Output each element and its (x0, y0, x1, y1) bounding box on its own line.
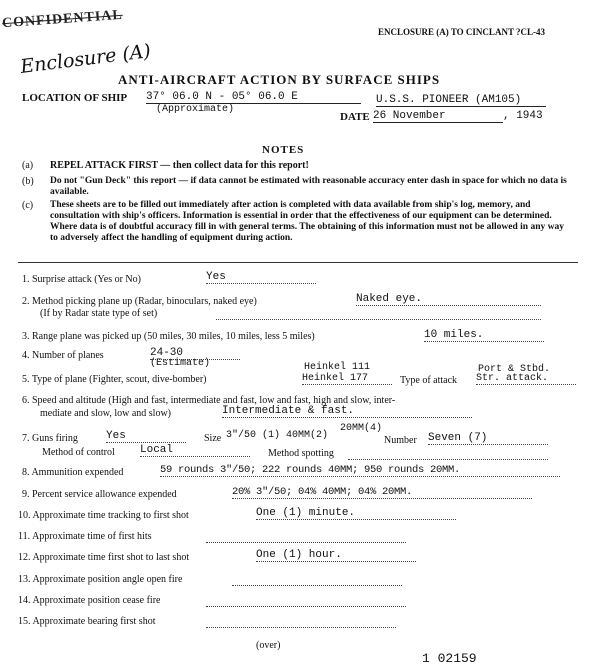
item-10-label: 10. Approximate time tracking to first shot (18, 510, 189, 521)
location-label: LOCATION OF SHIP (22, 92, 128, 104)
item-7-control-value: Local (140, 444, 250, 457)
item-7-spotting-label: Method spotting (268, 448, 334, 459)
item-15-line (206, 626, 396, 628)
item-3-value: 10 miles. (424, 329, 544, 342)
note-c: These sheets are to be filled out immediately after action is completed with data available from ship's log, memory, and consultation with ship's officers. Information is essential in order that the effectiveness of our equipment can be determined. Where data is of doubtful accuracy fill in with general terms. The obtaining of this information must not be allowed in any way to adversely affect the handling of equipment during action. (50, 200, 564, 243)
item-5-attack-1: Port & Stbd. (478, 364, 551, 375)
item-7-spotting-line (348, 458, 548, 460)
item-1-label: 1. Surprise attack (Yes or No) (22, 274, 141, 285)
item-9-value: 20% 3"/50; 04% 40MM; 04% 20MM. (232, 486, 532, 499)
date-year: , 1943 (503, 110, 543, 122)
location-value: 37° 06.0 N - 05° 06.0 E (146, 91, 361, 104)
note-a: REPEL ATTACK FIRST — then collect data for this report! (50, 160, 309, 171)
divider (18, 262, 578, 263)
note-a-num: (a) (22, 160, 34, 171)
ship-name: U.S.S. PIONEER (AM105) (376, 94, 546, 107)
item-7-number-label: Number (384, 435, 417, 446)
item-14-line (206, 605, 406, 607)
item-10-value: One (1) minute. (256, 507, 456, 520)
item-7-control-label: Method of control (42, 447, 115, 458)
item-5-plane-2: Heinkel 177 (302, 373, 392, 385)
item-13-line (232, 584, 402, 586)
item-4-estimate: (Estimate) (150, 358, 211, 369)
item-12-label: 12. Approximate time first shot to last shot (18, 552, 190, 563)
item-2-label: 2. Method picking plane up (Radar, binoculars, naked eye) (22, 296, 257, 307)
item-7-number-value: Seven (7) (428, 432, 548, 445)
item-11-label: 11. Approximate time of first hits (18, 531, 152, 542)
item-5-attack-2: Str. attack. (476, 373, 576, 385)
item-9-label: 9. Percent service allowance expended (22, 489, 177, 500)
item-6-value: Intermediate & fast. (222, 405, 472, 418)
notes-title: NOTES (262, 144, 305, 156)
item-5-plane-1: Heinkel 111 (304, 362, 371, 373)
over-label: (over) (256, 640, 281, 651)
item-15-label: 15. Approximate bearing first shot (18, 616, 156, 627)
location-approx: (Approximate) (156, 104, 235, 115)
item-7-size-extra: 20MM(4) (340, 423, 383, 434)
item-11-line (206, 541, 406, 543)
item-1-value: Yes (206, 271, 316, 284)
item-7-size-label: Size (204, 433, 222, 444)
item-5-attack-label: Type of attack (400, 375, 458, 386)
item-8-label: 8. Ammunition expended (22, 467, 124, 478)
date-label: DATE (340, 111, 370, 123)
item-7-label: 7. Guns firing (22, 433, 78, 444)
confidential-stamp: CONFIDENTIAL (1, 7, 124, 32)
item-2-value: Naked eye. (356, 293, 541, 306)
item-13-label: 13. Approximate position angle open fire (18, 574, 183, 585)
item-6-label-2: mediate and slow, low and slow) (40, 408, 171, 419)
item-3-label: 3. Range plane was picked up (50 miles, 30 miles, 10 miles, less 5 miles) (22, 331, 315, 342)
date-value: 26 November (373, 110, 503, 123)
item-7-value: Yes (106, 430, 186, 443)
page-number: 1 02159 (422, 651, 477, 666)
item-4-label: 4. Number of planes (22, 350, 104, 361)
item-5-label: 5. Type of plane (Fighter, scout, dive-bomber) (22, 374, 207, 385)
item-14-label: 14. Approximate position cease fire (18, 595, 161, 606)
enclosure-reference: ENCLOSURE (A) TO CINCLANT ?CL-43 (378, 27, 546, 37)
item-6-label: 6. Speed and altitude (High and fast, intermediate and fast, low and fast, high and slow, inter- (22, 395, 396, 406)
note-b-num: (b) (22, 176, 34, 187)
note-b: Do not "Gun Deck" this report — if data cannot be estimated with reasonable accuracy enter dash in space for which no data is available. (50, 176, 567, 197)
page-title: ANTI-AIRCRAFT ACTION BY SURFACE SHIPS (118, 72, 441, 87)
item-8-value: 59 rounds 3"/50; 222 rounds 40MM; 950 rounds 20MM. (160, 464, 560, 477)
item-12-value: One (1) hour. (256, 549, 416, 562)
item-4-value: 24-30 (150, 347, 240, 360)
item-7-size-value: 3"/50 (1) 40MM(2) (226, 430, 329, 441)
item-2-sub-line (216, 318, 541, 320)
note-c-num: (c) (22, 200, 34, 211)
handwritten-note: Enclosure (A) (19, 40, 153, 78)
item-2-sub: (If by Radar state type of set) (40, 308, 158, 319)
